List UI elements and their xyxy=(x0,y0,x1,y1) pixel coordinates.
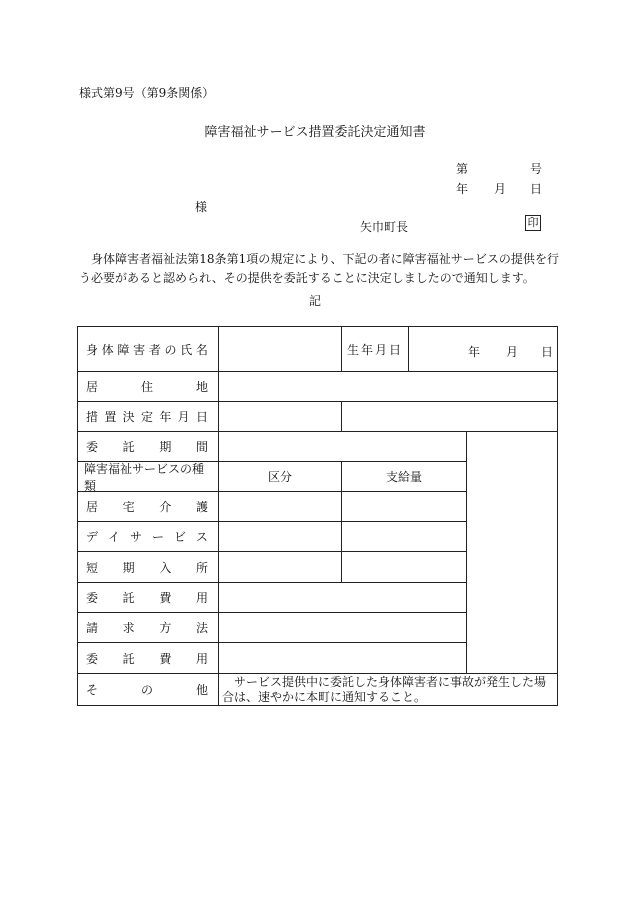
birth-day-label: 日 xyxy=(541,345,554,359)
row-label-char: 間 xyxy=(195,440,208,454)
row-label-char: 方 xyxy=(159,621,172,635)
table-border-right xyxy=(557,326,558,706)
row-label-char: 介 xyxy=(159,500,172,514)
row-label-name xyxy=(78,327,218,371)
other-note: サービス提供中に委託した身体障害者に事故が発生した場合は、速やかに本町に通知すること。 xyxy=(222,675,547,704)
row-label-char: 住 xyxy=(140,380,153,394)
row-label-char: 居 xyxy=(86,500,99,514)
col-header-shikyuryo: 支給量 xyxy=(385,470,422,484)
table-border-bottom xyxy=(77,705,557,706)
row-label-address xyxy=(78,372,218,401)
birth-month-label: 月 xyxy=(506,345,519,359)
row-label-char: ー xyxy=(151,530,164,544)
row-label-char: 短 xyxy=(86,560,99,575)
table-col-rule xyxy=(341,401,342,431)
row-label-char: 請 xyxy=(86,621,99,635)
row-label-home-care xyxy=(78,492,218,521)
row-label-char: イ xyxy=(107,530,120,544)
row-label-other xyxy=(78,674,218,705)
row-label-char: そ xyxy=(86,683,99,697)
row-label-service-type xyxy=(78,462,218,491)
row-label-char: 期 xyxy=(159,440,172,454)
row-label-char: の xyxy=(164,342,177,357)
addressee-suffix: 様 xyxy=(195,200,208,214)
row-label-char: 護 xyxy=(195,500,208,514)
row-label-char: 居 xyxy=(86,380,99,394)
date-day-label: 日 xyxy=(530,182,543,196)
row-label-char: 委 xyxy=(86,651,99,666)
row-label-char: 用 xyxy=(195,651,208,666)
row-label-char: 体 xyxy=(101,342,114,357)
issuer-name: 矢巾町長 xyxy=(360,220,409,234)
row-label-char: 名 xyxy=(195,342,208,357)
number-prefix: 第 xyxy=(456,162,469,176)
row-label-char: 所 xyxy=(195,560,208,575)
ki-marker: 記 xyxy=(308,294,321,308)
notice-body: 身体障害者福祉法第18条第1項の規定により、下記の者に障害福祉サービスの提供を行う必要があると認められ、その提供を委託することに決定しましたので通知します。 xyxy=(79,252,559,285)
row-label-period xyxy=(78,432,218,461)
row-label-char: 身 xyxy=(86,342,99,357)
row-label-char: 費 xyxy=(159,651,172,666)
row-label-char: 者 xyxy=(148,342,161,357)
row-label-char: 期 xyxy=(122,560,135,575)
row-label-char: 措 xyxy=(86,410,99,424)
row-label-char: 費 xyxy=(159,591,172,605)
row-label-billing xyxy=(78,613,218,642)
birth-date-label: 生年月日 xyxy=(346,342,403,357)
row-label-char: 地 xyxy=(195,380,208,394)
row-label-day-service xyxy=(78,522,218,551)
number-suffix: 号 xyxy=(530,162,543,176)
row-label-char: 年 xyxy=(159,410,172,424)
row-label-char: 害 xyxy=(133,342,146,357)
row-label-char: 日 xyxy=(195,410,208,424)
row-label-char: 他 xyxy=(195,683,208,697)
date-month-label: 月 xyxy=(494,182,507,196)
date-year-label: 年 xyxy=(456,182,469,196)
row-label-char: 託 xyxy=(122,591,135,605)
row-label-char: 託 xyxy=(122,651,135,666)
row-label-char: デ xyxy=(86,530,99,544)
row-label-char: 委 xyxy=(86,591,99,605)
table-col-rule xyxy=(408,326,409,371)
seal-mark: 印 xyxy=(525,215,541,231)
row-label-char: 氏 xyxy=(180,342,193,357)
row-label-char: サ xyxy=(129,530,142,544)
row-label-fee-2 xyxy=(78,643,218,673)
table-col-rule xyxy=(466,431,467,673)
row-label-char: 月 xyxy=(177,410,190,424)
row-label-decision-date xyxy=(78,402,218,431)
row-label-char: 宅 xyxy=(122,500,135,514)
row-label-char: 法 xyxy=(195,621,208,635)
row-label-char: 用 xyxy=(195,591,208,605)
row-label-text: 障害福祉サービスの種類 xyxy=(84,461,205,493)
row-label-char: 障 xyxy=(117,342,130,357)
row-label-char: 委 xyxy=(86,440,99,454)
row-label-short-stay xyxy=(78,552,218,582)
row-label-char: の xyxy=(140,683,153,697)
birth-year-label: 年 xyxy=(468,345,481,359)
row-label-char: 託 xyxy=(122,440,135,454)
form-number: 様式第9号（第9条関係） xyxy=(79,86,215,100)
row-label-char: 求 xyxy=(122,621,135,635)
row-label-fee-1 xyxy=(78,583,218,612)
row-label-char: ビ xyxy=(173,530,186,544)
row-label-char: 決 xyxy=(122,410,135,424)
document-title: 障害福祉サービス措置委託決定通知書 xyxy=(204,125,426,140)
row-label-char: 入 xyxy=(159,560,172,575)
row-label-char: ス xyxy=(195,530,208,544)
col-header-kubun: 区分 xyxy=(267,470,292,484)
table-col-rule xyxy=(218,326,219,706)
row-label-char: 置 xyxy=(104,410,117,424)
row-label-char: 定 xyxy=(140,410,153,424)
